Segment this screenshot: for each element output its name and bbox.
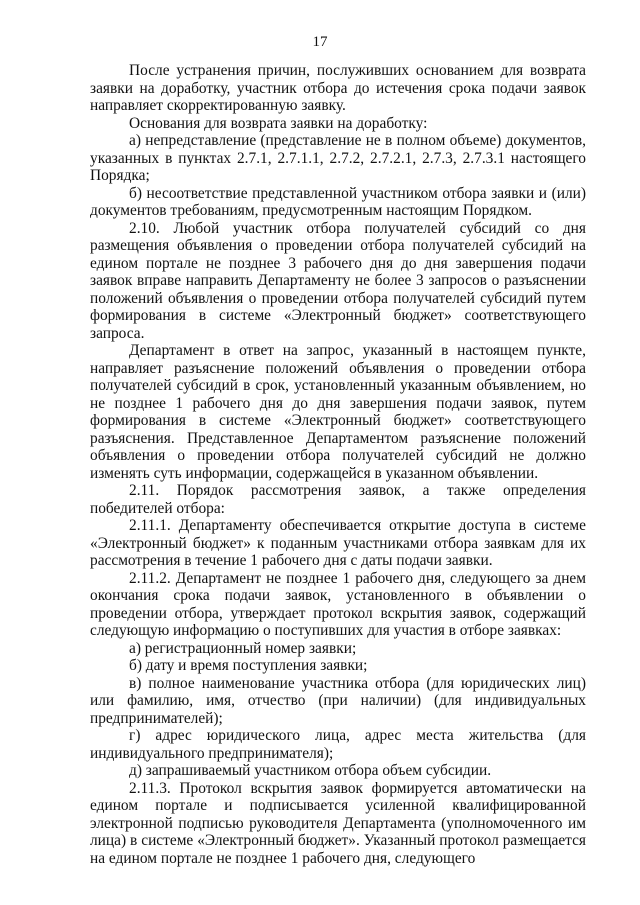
page-number: 17 bbox=[312, 34, 328, 50]
paragraph-ground-a: а) непредставление (представление не в полном объеме) документов, указанных в пунктах 2.7.1, 2.7.1.1, 2.7.2, 2.7.2.1, 2.7.3, 2.7.3.1 настоящего Порядка; bbox=[90, 132, 586, 184]
paragraph-item-b: б) дату и время поступления заявки; bbox=[129, 657, 368, 674]
paragraph-clause-2-11-2: 2.11.2. Департамент не позднее 1 рабочего дня, следующего за днем окончания срока подачи заявок, установленного в объявлении о проведении отбора, утверждает протокол вскрытия заявок, содержащий следующую информацию о поступивших для участия в отборе заявках: bbox=[90, 569, 586, 639]
body-text bbox=[90, 62, 586, 867]
paragraph-department-response: Департамент в ответ на запрос, указанный в настоящем пункте, направляет разъяснение положений объявления о проведении отбора получателей субсидий в срок, установленный указанным объявлением, но не позднее 1 рабочего дня до дня завершения подачи заявок, путем формирования в системе «Электронный бюджет» соответствующего разъяснения. Представленное Департаментом разъяснение положений объявления о проведении отбора получателей субсидий не должно изменять суть информации, содержащейся в указанном объявлении. bbox=[90, 342, 586, 482]
paragraph-item-d: д) запрашиваемый участником отбора объем субсидии. bbox=[129, 762, 492, 779]
paragraph-clause-2-10: 2.10. Любой участник отбора получателей субсидий со дня размещения объявления о проведении отбора получателей субсидий на едином портале не позднее 3 рабочего дня до дня завершения подачи заявок вправе направить Департаменту не более 3 запросов о разъяснении положений объявления о проведении отбора получателей субсидий путем формирования в системе «Электронный бюджет» соответствующего запроса. bbox=[90, 219, 586, 342]
paragraph-item-v: в) полное наименование участника отбора (для юридических лиц) или фамилию, имя, отчество (при наличии) (для индивидуальных предпринимателей); bbox=[90, 674, 586, 727]
paragraph-clause-2-11: 2.11. Порядок рассмотрения заявок, а также определения победителей отбора: bbox=[90, 482, 586, 517]
paragraph-clause-2-11-3: 2.11.3. Протокол вскрытия заявок формируется автоматически на едином портале и подписывается усиленной квалифицированной электронной подписью руководителя Департамента (уполномоченного им лица) в системе «Электронный бюджет». Указанный протокол размещается на едином портале не позднее 1 рабочего дня, следующего bbox=[90, 779, 586, 867]
paragraph-return-grounds-heading: Основания для возврата заявки на доработку: bbox=[129, 114, 428, 132]
paragraph-resubmission: После устранения причин, послуживших основанием для возврата заявки на доработку, участник отбора до истечения срока подачи заявок направляет скорректированную заявку. bbox=[90, 62, 586, 114]
paragraph-ground-b: б) несоответствие представленной участником отбора заявки и (или) документов требованиям, предусмотренным настоящим Порядком. bbox=[90, 184, 586, 219]
paragraph-item-g: г) адрес юридического лица, адрес места жительства (для индивидуального предпринимателя); bbox=[90, 727, 586, 762]
paragraph-item-a: а) регистрационный номер заявки; bbox=[129, 639, 357, 657]
paragraph-clause-2-11-1: 2.11.1. Департаменту обеспечивается открытие доступа в системе «Электронный бюджет» к поданным участниками отбора заявкам для их рассмотрения в течение 1 рабочего дня с даты подачи заявки. bbox=[90, 517, 586, 569]
